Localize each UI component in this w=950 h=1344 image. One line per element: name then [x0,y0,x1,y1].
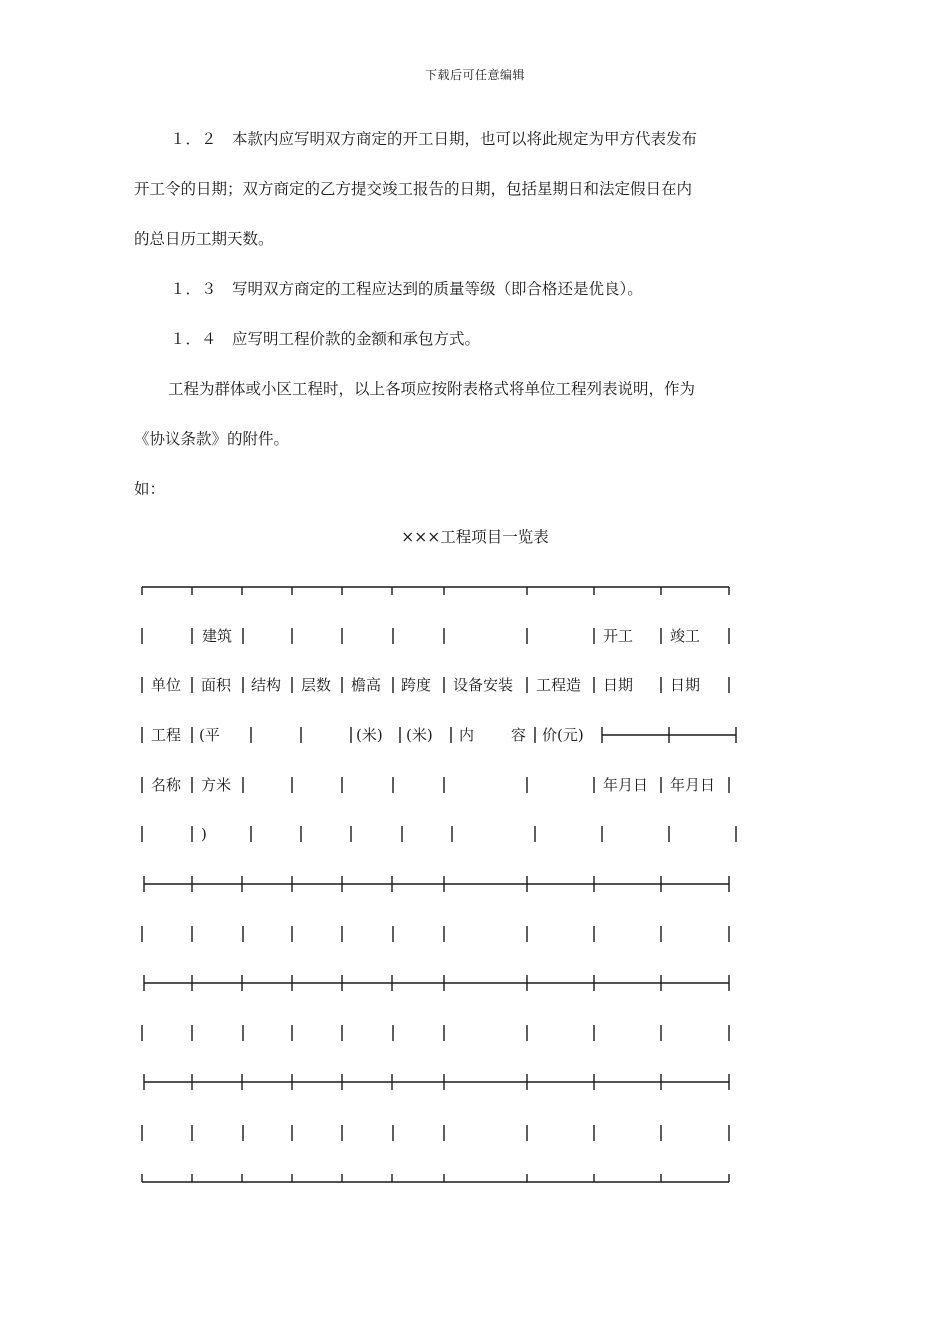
paragraph-4-line-2: 《协议条款》的附件。 [134,430,290,448]
cell-start-3: 年月日 [603,776,649,794]
paragraph-3: １．４ 应写明工程价款的金额和承包方式。 [170,330,481,348]
cell-unit-2: 工程 [151,726,182,744]
cell-building-area-1: 建筑 [202,627,233,645]
cell-eave-unit: (米) [356,726,383,744]
cell-start-1: 开工 [603,627,634,645]
paragraph-2: １．３ 写明双方商定的工程应达到的质量等级（即合格还是优良）。 [170,280,643,298]
paragraph-1-line-3: 的总日历工期天数。 [134,230,274,248]
cell-span: 跨度 [401,676,432,694]
cell-floors: 层数 [301,676,332,694]
cell-structure: 结构 [251,676,282,694]
cell-equipment-2b: 容 [511,726,527,744]
paragraph-1-line-2: 开工令的日期；双方商定的乙方提交竣工报告的日期，包括星期日和法定假日在内 [134,180,693,198]
paragraph-1-line-1: １．２ 本款内应写明双方商定的开工日期，也可以将此规定为甲方代表发布 [170,130,698,148]
cell-area-5: ) [201,825,207,843]
cell-eave-height: 檐高 [351,676,382,694]
page-header: 下载后可任意编辑 [424,68,525,82]
cell-unit-1: 单位 [151,676,182,694]
table-grid [142,587,736,1182]
paragraph-5: 如： [134,480,166,498]
cell-completion-2: 日期 [670,676,701,694]
cell-unit-3: 名称 [151,776,182,794]
cell-span-unit: (米) [406,726,433,744]
table-caption: ×××工程项目一览表 [401,528,549,546]
cell-completion-3: 年月日 [670,776,716,794]
cell-start-2: 日期 [603,676,634,694]
cell-area-4: 方米 [201,776,232,794]
cell-cost-2: 价(元) [542,726,584,744]
cell-equipment-2a: 内 [459,726,475,744]
cell-equipment: 设备安装 [453,676,514,694]
cell-area-2: 面积 [201,676,232,694]
cell-completion-1: 竣工 [670,627,701,645]
paragraph-4-line-1: 工程为群体或小区工程时，以上各项应按附表格式将单位工程列表说明，作为 [168,380,696,398]
cell-cost-1: 工程造 [536,676,582,694]
cell-area-3: (平 [199,726,220,744]
